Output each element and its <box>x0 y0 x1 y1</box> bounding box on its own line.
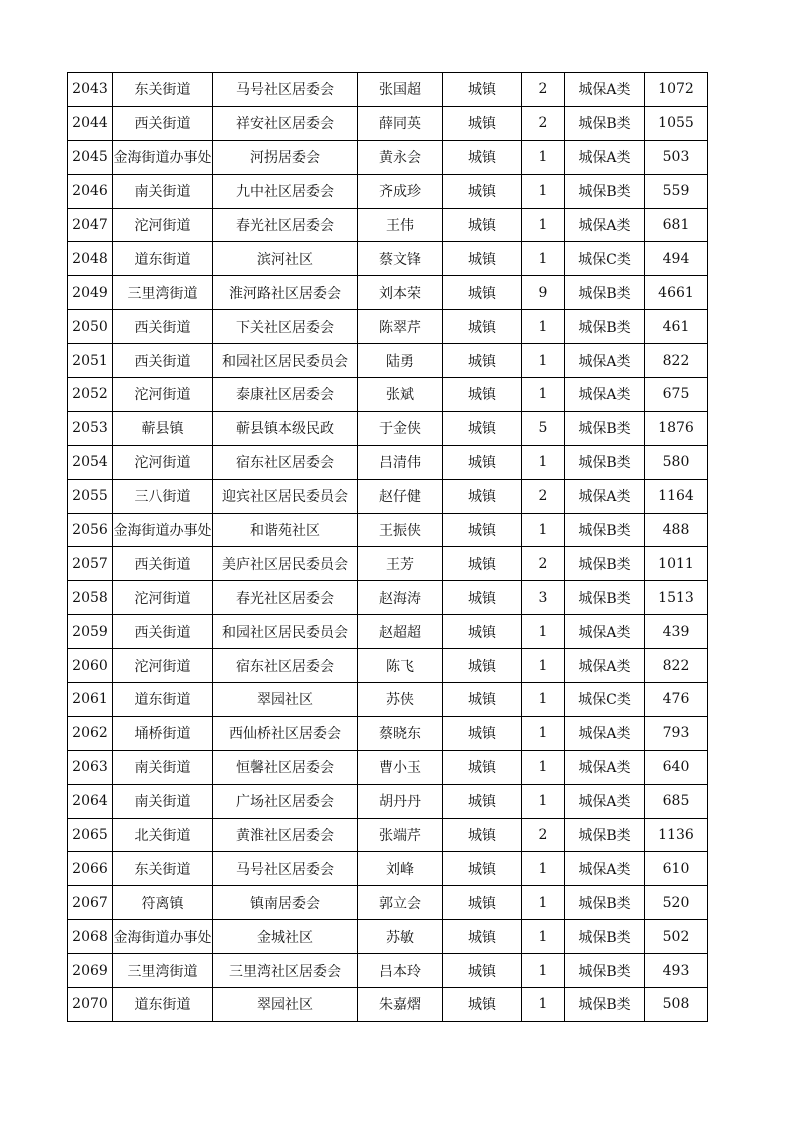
street-cell: 金海街道办事处 <box>113 920 213 954</box>
assistance-type-cell: 城保B类 <box>565 106 645 140</box>
area-cell: 城镇 <box>443 852 522 886</box>
amount-cell: 1513 <box>645 581 708 615</box>
row-id-cell: 2067 <box>68 886 113 920</box>
table-row <box>68 920 708 954</box>
row-id-cell: 2051 <box>68 344 113 378</box>
area-cell: 城镇 <box>443 784 522 818</box>
community-cell: 三里湾社区居委会 <box>213 954 358 988</box>
street-cell: 金海街道办事处 <box>113 513 213 547</box>
amount-cell: 559 <box>645 174 708 208</box>
street-cell: 沱河街道 <box>113 649 213 683</box>
assistance-type-cell: 城保B类 <box>565 276 645 310</box>
household-count-cell: 1 <box>522 310 565 344</box>
row-id-cell: 2057 <box>68 547 113 581</box>
community-cell: 黄淮社区居委会 <box>213 818 358 852</box>
community-cell: 蕲县镇本级民政 <box>213 411 358 445</box>
assistance-type-cell: 城保B类 <box>565 886 645 920</box>
street-cell: 三里湾街道 <box>113 954 213 988</box>
street-cell: 道东街道 <box>113 242 213 276</box>
area-cell: 城镇 <box>443 310 522 344</box>
name-cell: 苏敏 <box>358 920 443 954</box>
table-row <box>68 411 708 445</box>
household-count-cell: 1 <box>522 683 565 717</box>
community-cell: 美庐社区居民委员会 <box>213 547 358 581</box>
row-id-cell: 2055 <box>68 479 113 513</box>
row-id-cell: 2049 <box>68 276 113 310</box>
area-cell: 城镇 <box>443 73 522 107</box>
table-row <box>68 106 708 140</box>
household-count-cell: 9 <box>522 276 565 310</box>
household-count-cell: 1 <box>522 649 565 683</box>
assistance-type-cell: 城保B类 <box>565 954 645 988</box>
household-count-cell: 1 <box>522 886 565 920</box>
row-id-cell: 2065 <box>68 818 113 852</box>
amount-cell: 488 <box>645 513 708 547</box>
assistance-type-cell: 城保B类 <box>565 445 645 479</box>
household-count-cell: 1 <box>522 208 565 242</box>
household-count-cell: 2 <box>522 73 565 107</box>
area-cell: 城镇 <box>443 276 522 310</box>
amount-cell: 4661 <box>645 276 708 310</box>
table-row <box>68 445 708 479</box>
assistance-type-cell: 城保A类 <box>565 852 645 886</box>
community-cell: 镇南居委会 <box>213 886 358 920</box>
area-cell: 城镇 <box>443 649 522 683</box>
row-id-cell: 2064 <box>68 784 113 818</box>
household-count-cell: 2 <box>522 479 565 513</box>
name-cell: 郭立会 <box>358 886 443 920</box>
name-cell: 张国超 <box>358 73 443 107</box>
street-cell: 西关街道 <box>113 106 213 140</box>
name-cell: 蔡文锋 <box>358 242 443 276</box>
table-row <box>68 716 708 750</box>
household-count-cell: 1 <box>522 615 565 649</box>
assistance-type-cell: 城保A类 <box>565 140 645 174</box>
row-id-cell: 2058 <box>68 581 113 615</box>
street-cell: 南关街道 <box>113 784 213 818</box>
table-row <box>68 208 708 242</box>
area-cell: 城镇 <box>443 174 522 208</box>
amount-cell: 461 <box>645 310 708 344</box>
street-cell: 道东街道 <box>113 988 213 1022</box>
assistance-type-cell: 城保A类 <box>565 615 645 649</box>
street-cell: 沱河街道 <box>113 581 213 615</box>
area-cell: 城镇 <box>443 954 522 988</box>
amount-cell: 508 <box>645 988 708 1022</box>
area-cell: 城镇 <box>443 988 522 1022</box>
area-cell: 城镇 <box>443 242 522 276</box>
table-row <box>68 479 708 513</box>
name-cell: 赵海涛 <box>358 581 443 615</box>
amount-cell: 439 <box>645 615 708 649</box>
amount-cell: 1072 <box>645 73 708 107</box>
street-cell: 北关街道 <box>113 818 213 852</box>
name-cell: 张斌 <box>358 378 443 412</box>
street-cell: 沱河街道 <box>113 378 213 412</box>
community-cell: 马号社区居委会 <box>213 852 358 886</box>
table-row <box>68 683 708 717</box>
assistance-type-cell: 城保A类 <box>565 784 645 818</box>
name-cell: 王伟 <box>358 208 443 242</box>
community-cell: 恒馨社区居委会 <box>213 750 358 784</box>
community-cell: 滨河社区 <box>213 242 358 276</box>
row-id-cell: 2056 <box>68 513 113 547</box>
area-cell: 城镇 <box>443 920 522 954</box>
household-count-cell: 1 <box>522 513 565 547</box>
row-id-cell: 2043 <box>68 73 113 107</box>
name-cell: 苏侠 <box>358 683 443 717</box>
table-row <box>68 649 708 683</box>
area-cell: 城镇 <box>443 547 522 581</box>
area-cell: 城镇 <box>443 479 522 513</box>
household-count-cell: 1 <box>522 242 565 276</box>
street-cell: 东关街道 <box>113 73 213 107</box>
household-count-cell: 1 <box>522 852 565 886</box>
table-row <box>68 174 708 208</box>
amount-cell: 1164 <box>645 479 708 513</box>
assistance-type-cell: 城保B类 <box>565 174 645 208</box>
street-cell: 沱河街道 <box>113 208 213 242</box>
community-cell: 宿东社区居委会 <box>213 445 358 479</box>
amount-cell: 675 <box>645 378 708 412</box>
community-cell: 淮河路社区居委会 <box>213 276 358 310</box>
name-cell: 黄永会 <box>358 140 443 174</box>
community-cell: 翠园社区 <box>213 988 358 1022</box>
assistance-type-cell: 城保B类 <box>565 988 645 1022</box>
household-count-cell: 2 <box>522 818 565 852</box>
assistance-type-cell: 城保B类 <box>565 581 645 615</box>
street-cell: 符离镇 <box>113 886 213 920</box>
area-cell: 城镇 <box>443 683 522 717</box>
amount-cell: 1011 <box>645 547 708 581</box>
community-cell: 和园社区居民委员会 <box>213 344 358 378</box>
name-cell: 吕清伟 <box>358 445 443 479</box>
assistance-type-cell: 城保A类 <box>565 649 645 683</box>
amount-cell: 520 <box>645 886 708 920</box>
street-cell: 三八街道 <box>113 479 213 513</box>
name-cell: 蔡晓东 <box>358 716 443 750</box>
name-cell: 于金侠 <box>358 411 443 445</box>
name-cell: 陈飞 <box>358 649 443 683</box>
name-cell: 王振侠 <box>358 513 443 547</box>
row-id-cell: 2046 <box>68 174 113 208</box>
row-id-cell: 2054 <box>68 445 113 479</box>
community-cell: 下关社区居委会 <box>213 310 358 344</box>
assistance-type-cell: 城保A类 <box>565 73 645 107</box>
street-cell: 东关街道 <box>113 852 213 886</box>
table-row <box>68 581 708 615</box>
table-row <box>68 954 708 988</box>
household-count-cell: 5 <box>522 411 565 445</box>
street-cell: 金海街道办事处 <box>113 140 213 174</box>
name-cell: 曹小玉 <box>358 750 443 784</box>
table-row <box>68 547 708 581</box>
row-id-cell: 2063 <box>68 750 113 784</box>
street-cell: 西关街道 <box>113 547 213 581</box>
street-cell: 道东街道 <box>113 683 213 717</box>
name-cell: 王芳 <box>358 547 443 581</box>
area-cell: 城镇 <box>443 344 522 378</box>
name-cell: 薛同英 <box>358 106 443 140</box>
area-cell: 城镇 <box>443 818 522 852</box>
row-id-cell: 2045 <box>68 140 113 174</box>
table-row <box>68 276 708 310</box>
table-row <box>68 513 708 547</box>
street-cell: 沱河街道 <box>113 445 213 479</box>
household-count-cell: 1 <box>522 378 565 412</box>
street-cell: 西关街道 <box>113 310 213 344</box>
household-count-cell: 1 <box>522 750 565 784</box>
household-count-cell: 1 <box>522 716 565 750</box>
household-count-cell: 2 <box>522 106 565 140</box>
street-cell: 埇桥街道 <box>113 716 213 750</box>
table-row <box>68 73 708 107</box>
amount-cell: 580 <box>645 445 708 479</box>
amount-cell: 1136 <box>645 818 708 852</box>
household-count-cell: 1 <box>522 344 565 378</box>
table-row <box>68 140 708 174</box>
amount-cell: 502 <box>645 920 708 954</box>
community-cell: 春光社区居委会 <box>213 208 358 242</box>
community-cell: 春光社区居委会 <box>213 581 358 615</box>
street-cell: 西关街道 <box>113 344 213 378</box>
household-count-cell: 3 <box>522 581 565 615</box>
assistance-type-cell: 城保A类 <box>565 344 645 378</box>
assistance-type-cell: 城保A类 <box>565 750 645 784</box>
row-id-cell: 2047 <box>68 208 113 242</box>
row-id-cell: 2070 <box>68 988 113 1022</box>
household-count-cell: 1 <box>522 954 565 988</box>
household-count-cell: 1 <box>522 140 565 174</box>
table-row <box>68 818 708 852</box>
assistance-type-cell: 城保B类 <box>565 513 645 547</box>
name-cell: 刘峰 <box>358 852 443 886</box>
area-cell: 城镇 <box>443 378 522 412</box>
table-row <box>68 242 708 276</box>
table-row <box>68 378 708 412</box>
community-cell: 马号社区居委会 <box>213 73 358 107</box>
row-id-cell: 2066 <box>68 852 113 886</box>
assistance-type-cell: 城保B类 <box>565 818 645 852</box>
area-cell: 城镇 <box>443 615 522 649</box>
table-row <box>68 784 708 818</box>
row-id-cell: 2050 <box>68 310 113 344</box>
amount-cell: 494 <box>645 242 708 276</box>
row-id-cell: 2069 <box>68 954 113 988</box>
row-id-cell: 2068 <box>68 920 113 954</box>
assistance-type-cell: 城保A类 <box>565 208 645 242</box>
community-cell: 河拐居委会 <box>213 140 358 174</box>
assistance-type-cell: 城保B类 <box>565 310 645 344</box>
assistance-type-cell: 城保B类 <box>565 547 645 581</box>
row-id-cell: 2052 <box>68 378 113 412</box>
household-count-cell: 1 <box>522 988 565 1022</box>
community-cell: 泰康社区居委会 <box>213 378 358 412</box>
name-cell: 赵仔健 <box>358 479 443 513</box>
name-cell: 陈翠芹 <box>358 310 443 344</box>
table-row <box>68 852 708 886</box>
household-count-cell: 2 <box>522 547 565 581</box>
community-cell: 金城社区 <box>213 920 358 954</box>
area-cell: 城镇 <box>443 750 522 784</box>
table-row <box>68 615 708 649</box>
name-cell: 吕本玲 <box>358 954 443 988</box>
area-cell: 城镇 <box>443 581 522 615</box>
name-cell: 陆勇 <box>358 344 443 378</box>
community-cell: 西仙桥社区居委会 <box>213 716 358 750</box>
household-count-cell: 1 <box>522 174 565 208</box>
street-cell: 南关街道 <box>113 174 213 208</box>
assistance-type-cell: 城保C类 <box>565 242 645 276</box>
community-cell: 翠园社区 <box>213 683 358 717</box>
community-cell: 九中社区居委会 <box>213 174 358 208</box>
assistance-type-cell: 城保B类 <box>565 920 645 954</box>
name-cell: 齐成珍 <box>358 174 443 208</box>
household-count-cell: 1 <box>522 920 565 954</box>
row-id-cell: 2062 <box>68 716 113 750</box>
area-cell: 城镇 <box>443 411 522 445</box>
area-cell: 城镇 <box>443 886 522 920</box>
assistance-type-cell: 城保A类 <box>565 716 645 750</box>
records-table <box>67 72 708 1022</box>
amount-cell: 793 <box>645 716 708 750</box>
name-cell: 张端芹 <box>358 818 443 852</box>
area-cell: 城镇 <box>443 208 522 242</box>
amount-cell: 685 <box>645 784 708 818</box>
area-cell: 城镇 <box>443 445 522 479</box>
street-cell: 三里湾街道 <box>113 276 213 310</box>
assistance-type-cell: 城保A类 <box>565 378 645 412</box>
table-row <box>68 344 708 378</box>
row-id-cell: 2044 <box>68 106 113 140</box>
row-id-cell: 2053 <box>68 411 113 445</box>
amount-cell: 681 <box>645 208 708 242</box>
household-count-cell: 1 <box>522 784 565 818</box>
street-cell: 南关街道 <box>113 750 213 784</box>
name-cell: 刘本荣 <box>358 276 443 310</box>
table-row <box>68 886 708 920</box>
assistance-type-cell: 城保A类 <box>565 479 645 513</box>
row-id-cell: 2060 <box>68 649 113 683</box>
row-id-cell: 2048 <box>68 242 113 276</box>
row-id-cell: 2061 <box>68 683 113 717</box>
name-cell: 赵超超 <box>358 615 443 649</box>
records-table-body <box>68 73 708 1022</box>
amount-cell: 476 <box>645 683 708 717</box>
amount-cell: 610 <box>645 852 708 886</box>
community-cell: 宿东社区居委会 <box>213 649 358 683</box>
amount-cell: 822 <box>645 649 708 683</box>
table-row <box>68 750 708 784</box>
amount-cell: 1876 <box>645 411 708 445</box>
assistance-type-cell: 城保C类 <box>565 683 645 717</box>
area-cell: 城镇 <box>443 513 522 547</box>
street-cell: 西关街道 <box>113 615 213 649</box>
community-cell: 迎宾社区居民委员会 <box>213 479 358 513</box>
community-cell: 祥安社区居委会 <box>213 106 358 140</box>
table-row <box>68 310 708 344</box>
amount-cell: 1055 <box>645 106 708 140</box>
street-cell: 蕲县镇 <box>113 411 213 445</box>
community-cell: 和园社区居民委员会 <box>213 615 358 649</box>
assistance-type-cell: 城保B类 <box>565 411 645 445</box>
name-cell: 胡丹丹 <box>358 784 443 818</box>
name-cell: 朱嘉熠 <box>358 988 443 1022</box>
area-cell: 城镇 <box>443 716 522 750</box>
amount-cell: 493 <box>645 954 708 988</box>
area-cell: 城镇 <box>443 140 522 174</box>
table-row <box>68 988 708 1022</box>
area-cell: 城镇 <box>443 106 522 140</box>
row-id-cell: 2059 <box>68 615 113 649</box>
community-cell: 和谐苑社区 <box>213 513 358 547</box>
household-count-cell: 1 <box>522 445 565 479</box>
amount-cell: 640 <box>645 750 708 784</box>
amount-cell: 822 <box>645 344 708 378</box>
amount-cell: 503 <box>645 140 708 174</box>
community-cell: 广场社区居委会 <box>213 784 358 818</box>
